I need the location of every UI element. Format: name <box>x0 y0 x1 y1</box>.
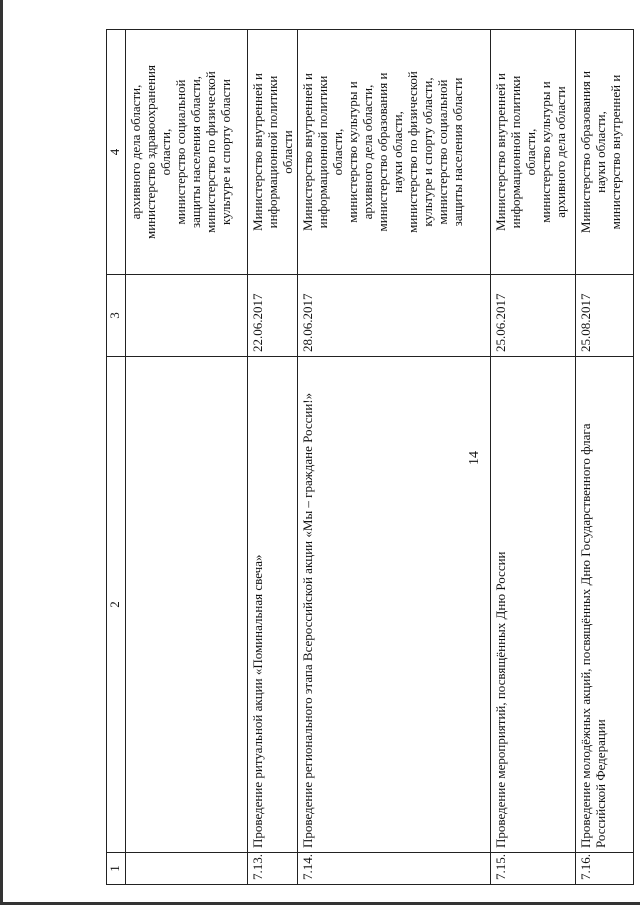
page-number: 14 <box>467 451 482 465</box>
responsible-bodies <box>126 30 248 275</box>
responsible-line: защиты населения области <box>450 77 465 227</box>
event-date: 25.06.2017 <box>491 275 576 357</box>
event-date: 22.06.2017 <box>248 275 298 357</box>
responsible-line: Министерство внутренней и <box>493 73 508 231</box>
responsible-bodies <box>491 30 576 275</box>
responsible-line: области, <box>158 128 173 176</box>
responsible-line: информационной политики <box>508 75 523 229</box>
rotated-table-container <box>106 30 623 885</box>
responsible-line: Министерство образования и <box>578 70 593 234</box>
responsible-line: области, <box>523 128 538 176</box>
responsible-bodies <box>248 30 298 275</box>
event-date: 25.08.2017 <box>576 275 634 357</box>
event-description: Проведение мероприятий, посвящённых Дню России <box>491 357 576 853</box>
table-row <box>248 30 298 885</box>
responsible-bodies <box>298 30 491 275</box>
event-date <box>126 275 248 357</box>
table-row <box>576 30 634 885</box>
header-col-2: 2 <box>107 357 126 853</box>
row-number: 7.15. <box>491 853 576 885</box>
table-row <box>298 30 491 885</box>
responsible-line: министерство культуры и <box>345 81 360 223</box>
responsible-line: министерство по физической <box>405 71 420 233</box>
row-number: 7.13. <box>248 853 298 885</box>
responsible-line: архивного дела области, <box>128 84 143 220</box>
plan-table <box>106 29 634 885</box>
header-col-4: 4 <box>107 30 126 275</box>
row-number: 7.14. <box>298 853 491 885</box>
event-description <box>126 357 248 853</box>
responsible-line: архивного дела области <box>553 86 568 218</box>
responsible-line: науки области, <box>593 111 608 193</box>
event-date: 28.06.2017 <box>298 275 491 357</box>
responsible-line: министерство социальной <box>173 79 188 225</box>
responsible-line: Министерство внутренней и <box>300 73 315 231</box>
responsible-line: министерство культуры и <box>538 81 553 223</box>
responsible-line: информационной политики <box>265 75 280 229</box>
responsible-line: министерство внутренней и <box>608 74 623 230</box>
header-col-1: 1 <box>107 853 126 885</box>
event-description: Проведение молодёжных акций, посвящённых Дню Государственного флага Российской Федерации <box>576 357 634 853</box>
responsible-line: министерство по физической <box>203 71 218 233</box>
table-row <box>491 30 576 885</box>
responsible-line: министерство здравоохранения <box>143 65 158 239</box>
event-description: Проведение регионального этапа Всероссийской акции «Мы – граждане России!» <box>298 357 491 853</box>
responsible-line: министерство образования и <box>375 72 390 232</box>
table-row <box>126 30 248 885</box>
responsible-line: министерство социальной <box>435 79 450 225</box>
header-col-3: 3 <box>107 275 126 357</box>
row-number <box>126 853 248 885</box>
responsible-line: архивного дела области, <box>360 84 375 220</box>
responsible-line: информационной политики <box>315 75 330 229</box>
responsible-line: науки области, <box>390 111 405 193</box>
responsible-line: культуре и спорту области, <box>420 77 435 227</box>
responsible-line: Министерство внутренней и <box>250 73 265 231</box>
header-row <box>107 30 126 885</box>
row-number: 7.16. <box>576 853 634 885</box>
responsible-line: культуре и спорту области <box>218 79 233 225</box>
responsible-bodies <box>576 30 634 275</box>
event-description: Проведение ритуальной акции «Поминальная свеча» <box>248 357 298 853</box>
responsible-line: защиты населения области, <box>188 75 203 229</box>
responsible-line: области, <box>330 128 345 176</box>
responsible-line: области <box>280 130 295 174</box>
